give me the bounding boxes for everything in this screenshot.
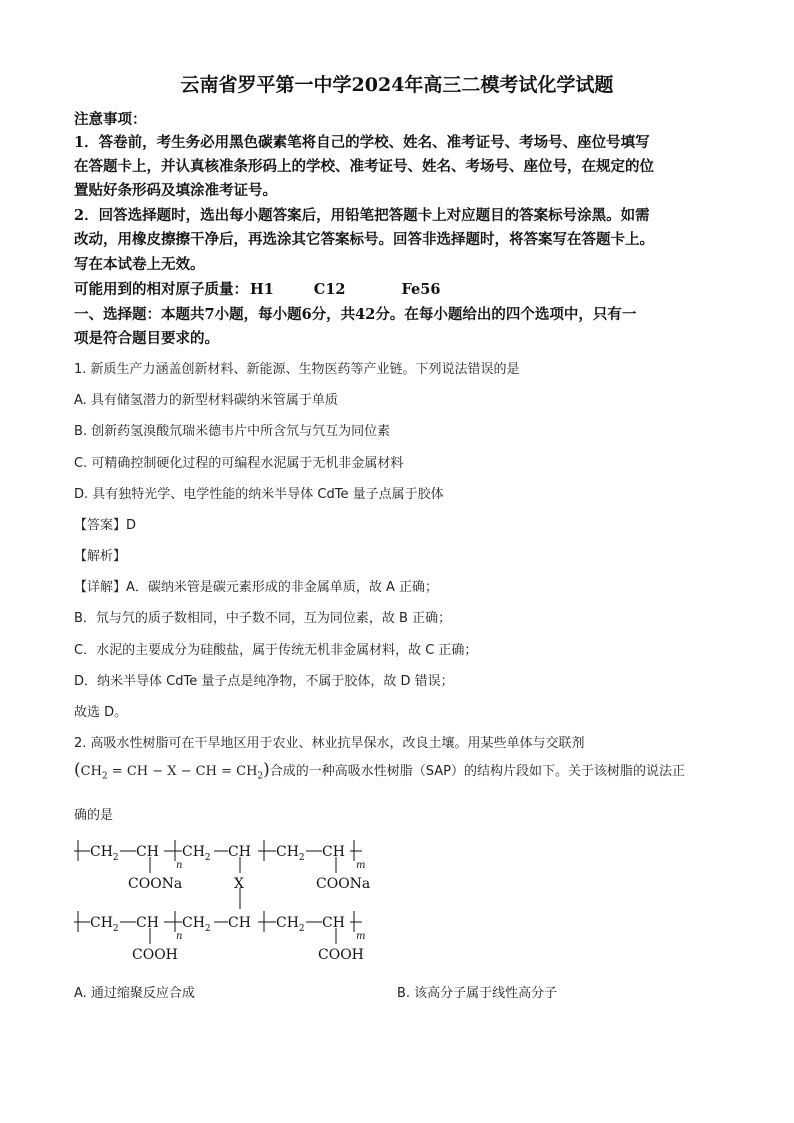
q1-detail-d: D．纳米半导体 CdTe 量子点是纯净物，不属于胶体，故 D 错误；: [74, 674, 454, 689]
page-title: 云南省罗平第一中学2024年高三二模考试化学试题: [180, 74, 614, 96]
bottom-ch2-3: $CH_2$: [276, 915, 305, 934]
q1-detail-c: C．水泥的主要成分为硅酸盐，属于传统无机非金属材料，故 C 正确；: [74, 643, 478, 658]
q1-option-a: A. 具有储氢潜力的新型材料碳纳米管属于单质: [74, 393, 338, 408]
atomic-mass-c: C12: [313, 281, 346, 298]
crosslinker-formula-text: $CH_2$ = CH − X − CH = $CH_2$: [80, 764, 264, 782]
bottom-cooh-2: COOH: [318, 947, 364, 963]
q1-analysis: 【解析】: [74, 549, 127, 564]
top-ch2-2: $CH_2$: [182, 844, 211, 863]
q1-option-b: B. 创新药氢溴酸氘瑞米德韦片中所含氘与氕互为同位素: [74, 424, 391, 439]
bottom-ch-2: CH: [228, 915, 251, 931]
notice-item2-line1: 2．回答选择题时，选出每小题答案后，用铅笔把答题卡上对应题目的答案标号涂黑。如需: [74, 207, 650, 224]
top-subscript-m: m: [356, 860, 366, 871]
section-heading-line1: 一、选择题：本题共7小题，每小题6分，共42分。在每小题给出的四个选项中，只有一: [74, 306, 637, 323]
crosslinker-formula: (: [74, 760, 81, 780]
bottom-cooh-1: COOH: [132, 947, 178, 963]
q2-stem-line2: ($CH_2$ = CH − X − CH = $CH_2$)合成的一种高吸水性树脂（SAP）的结构片段如下。关于该树脂的说法正: [74, 760, 686, 782]
top-ch2-1: $CH_2$: [90, 844, 119, 863]
atomic-mass-line: [74, 278, 440, 299]
q1-option-d: D. 具有独特光学、电学性能的纳米半导体 CdTe 量子点属于胶体: [74, 487, 444, 502]
top-coona-1: COONa: [128, 876, 183, 892]
top-ch-3: CH: [322, 844, 345, 860]
atomic-mass-fe: Fe56: [401, 281, 441, 298]
atomic-mass-h: H1: [250, 281, 274, 298]
q1-option-c: C. 可精确控制硬化过程的可编程水泥属于无机非金属材料: [74, 456, 404, 471]
q2-option-a: A. 通过缩聚反应合成: [74, 986, 195, 1001]
bottom-subscript-m: m: [356, 931, 366, 942]
q1-detail-a: 【详解】A．碳纳米管是碳元素形成的非金属单质，故 A 正确；: [74, 580, 439, 595]
notice-heading: 注意事项：: [74, 111, 147, 128]
q2-stem-line3: 确的是: [74, 808, 114, 823]
top-ch-2: CH: [228, 844, 251, 860]
top-ch-1: CH: [136, 844, 159, 860]
section-heading-line2: 项是符合题目要求的。: [74, 330, 219, 347]
crosslink-x: X: [234, 876, 244, 892]
bottom-subscript-n: n: [176, 931, 183, 942]
notice-item1-line1: 1．答卷前，考生务必用黑色碳素笔将自己的学校、姓名、准考证号、考场号、座位号填写: [74, 134, 650, 151]
top-subscript-n: n: [176, 860, 183, 871]
top-coona-2: COONa: [316, 876, 371, 892]
q1-conclusion: 故选 D。: [74, 705, 128, 720]
q2-stem-line1: 2. 高吸水性树脂可在干旱地区用于农业、林业抗旱保水，改良土壤。用某些单体与交联剂: [74, 736, 585, 751]
notice-item2-line2: 改动，用橡皮擦擦干净后，再选涂其它答案标号。回答非选择题时，将答案写在答题卡上。: [74, 231, 654, 248]
q2-option-b: B. 该高分子属于线性高分子: [397, 986, 558, 1001]
bottom-ch-1: CH: [136, 915, 159, 931]
notice-item1-line3: 置贴好条形码及填涂准考证号。: [74, 182, 277, 199]
notice-item2-line3: 写在本试卷上无效。: [74, 256, 205, 273]
q2-stem-line2-text: 合成的一种高吸水性树脂（SAP）的结构片段如下。关于该树脂的说法正: [269, 764, 686, 779]
bottom-ch2-1: $CH_2$: [90, 915, 119, 934]
sap-structure-diagram: [70, 830, 400, 975]
bottom-ch2-2: $CH_2$: [182, 915, 211, 934]
atomic-mass-label: 可能用到的相对原子质量：: [74, 281, 248, 298]
notice-item1-line2: 在答题卡上，并认真核准条形码上的学校、准考证号、姓名、考场号、座位号，在规定的位: [74, 158, 654, 175]
q1-stem: 1. 新质生产力涵盖创新材料、新能源、生物医药等产业链。下列说法错误的是: [74, 362, 520, 377]
q1-detail-b: B．氘与氕的质子数相同，中子数不同，互为同位素，故 B 正确；: [74, 611, 452, 626]
bottom-ch-3: CH: [322, 915, 345, 931]
top-ch2-3: $CH_2$: [276, 844, 305, 863]
q1-answer: 【答案】D: [74, 518, 137, 533]
